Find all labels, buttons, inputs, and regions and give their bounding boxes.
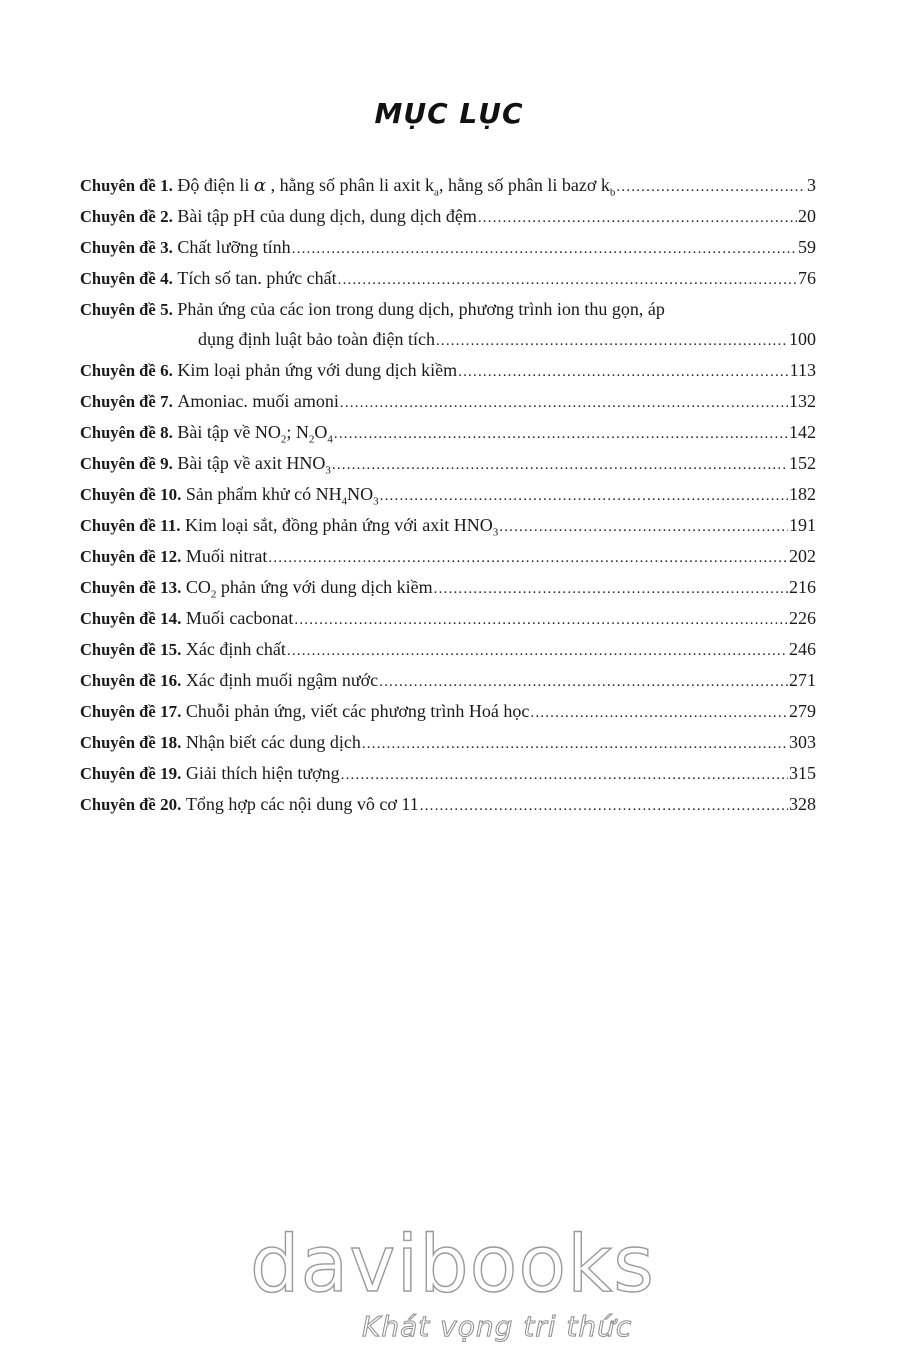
entry-page: 303	[789, 732, 816, 752]
entry-number: 16.	[160, 671, 182, 690]
toc-entry-7[interactable]	[80, 386, 816, 417]
dot-leader	[341, 760, 788, 791]
entry-page: 152	[789, 453, 816, 473]
entry-page: 3	[807, 175, 816, 195]
entry-title: Giải thích hiện tượng	[185, 763, 340, 783]
watermark-tagline: Khát vọng tri thức	[362, 1310, 633, 1343]
entry-page: 246	[789, 639, 816, 659]
entry-label: Chuyên đề	[80, 207, 156, 226]
dot-leader	[434, 574, 788, 605]
entry-page: 100	[789, 329, 816, 349]
entry-number: 2.	[160, 207, 173, 226]
entry-label: Chuyên đề	[80, 609, 156, 628]
entry-label: Chuyên đề	[80, 702, 156, 721]
dot-leader	[332, 450, 788, 481]
entry-title: Độ điện li α , hằng số phân li axit $k_a$, hằng số phân li bazơ $k_b$	[177, 175, 616, 199]
dot-leader	[499, 512, 788, 543]
entry-number: 1.	[160, 176, 173, 195]
entry-number: 9.	[160, 454, 173, 473]
dot-leader	[338, 265, 797, 296]
entry-page: 182	[789, 484, 816, 504]
watermark-brand: davibooks	[250, 1220, 655, 1310]
dot-leader	[294, 605, 788, 636]
entry-title: Muối cacbonat	[185, 608, 294, 628]
entry-number: 17.	[160, 702, 182, 721]
entry-page: 315	[789, 763, 816, 783]
entry-label: Chuyên đề	[80, 764, 156, 783]
dot-leader	[287, 636, 788, 667]
entry-title: Muối nitrat	[185, 546, 268, 566]
entry-page: 59	[798, 237, 816, 257]
toc-entry-15[interactable]	[80, 634, 816, 665]
dot-leader	[379, 667, 788, 698]
entry-page: 216	[789, 577, 816, 597]
toc-entry-11[interactable]	[80, 510, 816, 541]
entry-title: Nhận biết các dung dịch	[185, 732, 361, 752]
dot-leader	[340, 388, 788, 419]
entry-number: 18.	[160, 733, 182, 752]
entry-number: 19.	[160, 764, 182, 783]
entry-number: 15.	[160, 640, 182, 659]
entry-label: Chuyên đề	[80, 547, 156, 566]
toc-entry-20[interactable]	[80, 789, 816, 820]
toc-entry-5-continuation[interactable]	[80, 324, 816, 355]
dot-leader	[362, 729, 788, 760]
toc-entry-10[interactable]	[80, 479, 816, 510]
entry-title: Sản phẩm khử có $NH_4NO_3$	[185, 484, 379, 508]
entry-page: 271	[789, 670, 816, 690]
toc-entry-4[interactable]	[80, 263, 816, 294]
entry-label: Chuyên đề	[80, 238, 156, 257]
toc-entry-6[interactable]	[80, 355, 816, 386]
dot-leader	[478, 203, 797, 234]
toc-entry-13[interactable]	[80, 572, 816, 603]
dot-leader	[530, 698, 788, 729]
entry-title: Phản ứng của các ion trong dung dịch, phương trình ion thu gọn, áp	[177, 299, 665, 319]
entry-number: 6.	[160, 361, 173, 380]
table-of-contents	[80, 170, 816, 820]
entry-title: Kim loại sắt, đồng phản ứng với axit $HNO_3$	[184, 515, 499, 539]
dot-leader	[292, 234, 797, 265]
entry-page: 191	[789, 515, 816, 535]
entry-number: 8.	[160, 423, 173, 442]
page-title: MỤC LỤC	[374, 97, 524, 130]
entry-label: Chuyên đề	[80, 392, 156, 411]
entry-title: Amoniac. muối amoni	[177, 391, 339, 411]
entry-label: Chuyên đề	[80, 454, 156, 473]
entry-number: 13.	[160, 578, 182, 597]
entry-number: 5.	[160, 300, 173, 319]
toc-entry-18[interactable]	[80, 727, 816, 758]
entry-label: Chuyên đề	[80, 671, 156, 690]
toc-entry-3[interactable]	[80, 232, 816, 263]
dot-leader	[380, 481, 788, 512]
entry-label: Chuyên đề	[80, 176, 156, 195]
dot-leader	[616, 172, 805, 203]
dot-leader	[334, 419, 788, 450]
dot-leader	[268, 543, 788, 574]
entry-number: 3.	[160, 238, 173, 257]
dot-leader	[436, 326, 788, 357]
entry-title: Bài tập về axit $HNO_3$	[177, 453, 331, 477]
entry-title: Xác định chất	[185, 639, 286, 659]
entry-title: Kim loại phản ứng với dung dịch kiềm	[177, 360, 458, 380]
entry-title-continuation: dụng định luật bảo toàn điện tích	[198, 329, 435, 349]
dot-leader	[420, 791, 788, 822]
toc-entry-1[interactable]	[80, 170, 816, 201]
entry-label: Chuyên đề	[80, 300, 156, 319]
toc-entry-5[interactable]	[80, 294, 816, 324]
entry-number: 10.	[160, 485, 182, 504]
entry-label: Chuyên đề	[80, 795, 156, 814]
toc-entry-8[interactable]	[80, 417, 816, 448]
entry-page: 132	[789, 391, 816, 411]
toc-entry-16[interactable]	[80, 665, 816, 696]
dot-leader	[458, 357, 789, 388]
entry-page: 113	[789, 360, 816, 380]
toc-entry-19[interactable]	[80, 758, 816, 789]
entry-title: Bài tập về $NO_2$; $N_2O_4$	[177, 422, 333, 446]
entry-title: Tích số tan. phức chất	[177, 268, 337, 288]
entry-title: Chất lưỡng tính	[177, 237, 291, 257]
entry-label: Chuyên đề	[80, 423, 156, 442]
toc-entry-12[interactable]	[80, 541, 816, 572]
entry-number: 12.	[160, 547, 182, 566]
entry-page: 226	[789, 608, 816, 628]
entry-label: Chuyên đề	[80, 578, 156, 597]
toc-entry-9[interactable]	[80, 448, 816, 479]
entry-number: 11.	[160, 516, 181, 535]
entry-number: 14.	[160, 609, 182, 628]
entry-label: Chuyên đề	[80, 485, 156, 504]
entry-label: Chuyên đề	[80, 640, 156, 659]
toc-entry-2[interactable]	[80, 201, 816, 232]
entry-title: $CO_2$ phản ứng với dung dịch kiềm	[185, 577, 433, 601]
entry-page: 279	[789, 701, 816, 721]
entry-number: 20.	[160, 795, 182, 814]
entry-title: Xác định muối ngậm nước	[185, 670, 379, 690]
entry-label: Chuyên đề	[80, 361, 156, 380]
entry-page: 142	[789, 422, 816, 442]
entry-title: Chuỗi phản ứng, viết các phương trình Hoá học	[185, 701, 530, 721]
entry-label: Chuyên đề	[80, 516, 156, 535]
entry-page: 76	[798, 268, 816, 288]
toc-entry-14[interactable]	[80, 603, 816, 634]
entry-number: 4.	[160, 269, 173, 288]
entry-page: 328	[789, 794, 816, 814]
entry-page: 202	[789, 546, 816, 566]
entry-title: Bài tập pH của dung dịch, dung dịch đệm	[177, 206, 477, 226]
entry-label: Chuyên đề	[80, 269, 156, 288]
toc-entry-17[interactable]	[80, 696, 816, 727]
entry-number: 7.	[160, 392, 173, 411]
entry-label: Chuyên đề	[80, 733, 156, 752]
entry-page: 20	[798, 206, 816, 226]
entry-title: Tổng hợp các nội dung vô cơ 11	[185, 794, 419, 814]
